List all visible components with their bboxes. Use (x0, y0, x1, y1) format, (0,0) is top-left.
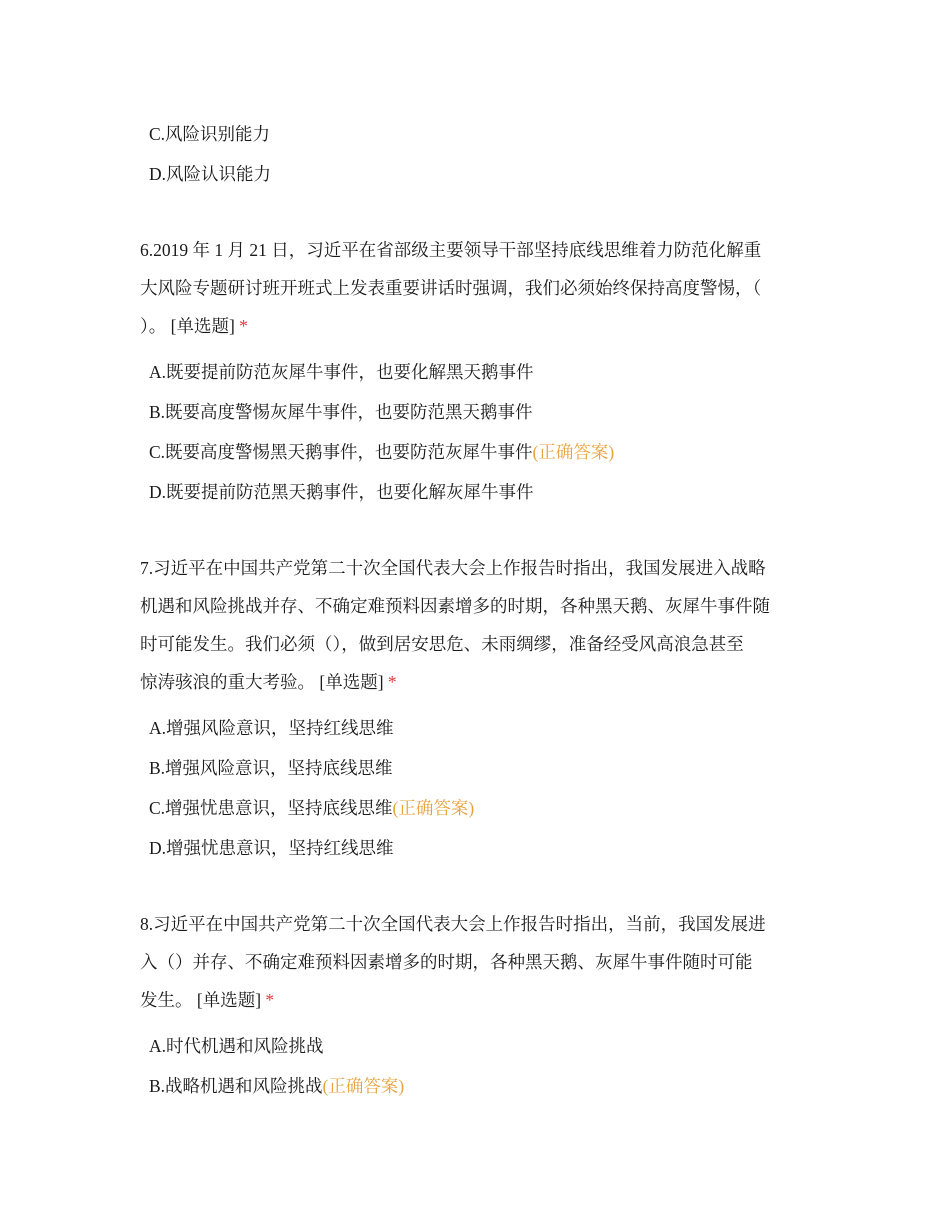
option-text: C.风险识别能力 (149, 124, 271, 144)
option-text: B.既要高度警惕灰犀牛事件，也要防范黑天鹅事件 (149, 402, 533, 422)
stem-line: 大风险专题研讨班开班式上发表重要讲话时强调，我们必须始终保持高度警惕，（ (140, 278, 762, 298)
option-text: C.增强忧患意识，坚持底线思维 (149, 798, 393, 818)
q7-stem (140, 549, 820, 701)
stem-line-last (140, 981, 820, 1019)
q8-stem (140, 905, 820, 1019)
option-text: D.既要提前防范黑天鹅事件，也要化解灰犀牛事件 (149, 482, 534, 502)
required-mark: * (387, 672, 397, 692)
q6-stem (140, 231, 820, 345)
stem-line: 入（）并存、不确定难预料因素增多的时期，各种黑天鹅、灰犀牛事件随时可能 (140, 952, 753, 972)
stem-line: 8.习近平在中国共产党第二十次全国代表大会上作报告时指出，当前，我国发展进 (140, 914, 766, 934)
stem-line: 机遇和风险挑战并存、不确定难预料因素增多的时期，各种黑天鹅、灰犀牛事件随 (140, 596, 770, 616)
correct-answer-label: (正确答案) (532, 442, 615, 462)
option-text: B.增强风险意识，坚持底线思维 (149, 758, 393, 778)
stem-line: 7.习近平在中国共产党第二十次全国代表大会上作报告时指出，我国发展进入战略 (140, 558, 766, 578)
q7-option-c (149, 796, 474, 820)
correct-answer-label: (正确答案) (322, 1076, 405, 1096)
q5-option-d (149, 162, 271, 186)
option-text: D.风险认识能力 (149, 164, 272, 184)
required-mark: * (239, 316, 248, 336)
stem-line-last (140, 307, 820, 345)
stem-line: 时可能发生。我们必须（），做到居安思危、未雨绸缪，准备经受风高浪急甚至 (140, 634, 744, 654)
q6-option-d (149, 480, 534, 504)
stem-line: 6.2019 年 1 月 21 日，习近平在省部级主要领导干部坚持底线思维着力防范化解重 (140, 240, 762, 260)
correct-answer-label: (正确答案) (392, 798, 475, 818)
option-text: A.既要提前防范灰犀牛事件，也要化解黑天鹅事件 (149, 362, 534, 382)
required-mark: * (265, 990, 275, 1010)
stem-line-text: ）。 [单选题] (140, 316, 235, 336)
option-text: A.增强风险意识，坚持红线思维 (149, 718, 394, 738)
stem-line-last (140, 663, 820, 701)
stem-line-text: 发生。 [单选题] (140, 990, 262, 1010)
option-text: A.时代机遇和风险挑战 (149, 1036, 324, 1056)
stem-line-text: 惊涛骇浪的重大考验。 [单选题] (140, 672, 384, 692)
q6-option-a (149, 360, 534, 384)
q6-option-b (149, 400, 533, 424)
option-text: D.增强忧患意识，坚持红线思维 (149, 838, 394, 858)
q5-option-c (149, 122, 270, 146)
q7-option-b (149, 756, 393, 780)
option-text: C.既要高度警惕黑天鹅事件，也要防范灰犀牛事件 (149, 442, 533, 462)
q7-option-d (149, 836, 394, 860)
q8-option-b (149, 1074, 404, 1098)
q6-option-c (149, 440, 614, 464)
q8-option-a (149, 1034, 324, 1058)
option-text: B.战略机遇和风险挑战 (149, 1076, 323, 1096)
q7-option-a (149, 716, 394, 740)
